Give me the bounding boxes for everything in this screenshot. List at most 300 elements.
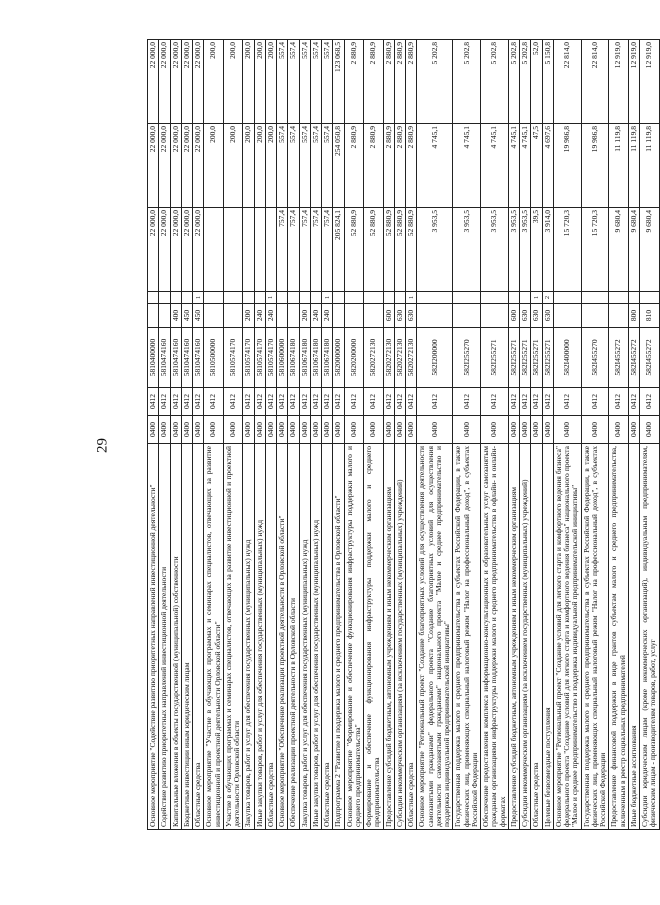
section-code-cell: 0412	[288, 388, 299, 416]
expense-type-cell: 200	[299, 304, 310, 328]
amount-year-2-cell: 557,4	[310, 124, 321, 208]
expense-type-cell: 600	[508, 304, 519, 328]
amount-year-3-cell: 52,0	[531, 40, 542, 124]
amount-year-1-cell: 52 880,9	[344, 208, 364, 292]
source-mark-cell	[394, 292, 405, 304]
section-code-cell: 0412	[531, 388, 542, 416]
source-mark-cell	[204, 292, 224, 304]
target-article-cell: 5810674180	[322, 328, 333, 388]
ministry-code-cell: 0400	[254, 416, 265, 444]
source-mark-cell	[581, 292, 609, 304]
expense-type-cell	[581, 304, 609, 328]
expense-type-cell: 240	[254, 304, 265, 328]
source-mark-cell	[364, 292, 384, 304]
amount-year-2-cell: 4 745,1	[520, 124, 531, 208]
source-mark-cell	[609, 292, 629, 304]
target-article-cell: 5810474160	[181, 328, 192, 388]
amount-year-2-cell: 22 000,0	[181, 124, 192, 208]
source-mark-cell	[383, 292, 394, 304]
ministry-code-cell: 0400	[453, 416, 481, 444]
amount-year-3-cell: 2 880,9	[383, 40, 394, 124]
ministry-code-cell: 0400	[322, 416, 333, 444]
target-article-cell: 5810474160	[193, 328, 204, 388]
source-mark-cell	[417, 292, 453, 304]
ministry-code-cell: 0400	[223, 416, 243, 444]
table-row	[640, 40, 660, 830]
amount-year-2-cell: 22 000,0	[159, 124, 170, 208]
section-code-cell: 0412	[581, 388, 609, 416]
ministry-code-cell: 0400	[531, 416, 542, 444]
amount-year-3-cell: 200,0	[204, 40, 224, 124]
section-code-cell: 0412	[299, 388, 310, 416]
table-row	[383, 40, 394, 830]
table-row	[628, 40, 639, 830]
amount-year-3-cell: 22 000,0	[148, 40, 159, 124]
section-code-cell: 0412	[520, 388, 531, 416]
amount-year-2-cell: 4 745,1	[481, 124, 509, 208]
ministry-code-cell: 0400	[417, 416, 453, 444]
expense-type-cell	[223, 304, 243, 328]
amount-year-3-cell: 557,4	[322, 40, 333, 124]
amount-year-1-cell	[204, 208, 224, 292]
target-article-cell: 582I255271	[520, 328, 531, 388]
amount-year-1-cell: 757,4	[322, 208, 333, 292]
ministry-code-cell: 0400	[609, 416, 629, 444]
amount-year-1-cell	[223, 208, 243, 292]
amount-year-1-cell: 757,4	[277, 208, 288, 292]
section-code-cell: 0412	[148, 388, 159, 416]
ministry-code-cell: 0400	[406, 416, 417, 444]
amount-year-3-cell: 5 202,8	[417, 40, 453, 124]
section-code-cell: 0412	[322, 388, 333, 416]
table-row	[288, 40, 299, 830]
source-mark-cell: 1	[406, 292, 417, 304]
target-article-cell: 5820200000	[344, 328, 364, 388]
row-name-cell: Областные средства	[322, 444, 333, 830]
amount-year-2-cell: 22 000,0	[193, 124, 204, 208]
table-row	[364, 40, 384, 830]
amount-year-2-cell: 2 880,9	[406, 124, 417, 208]
expense-type-cell: 630	[520, 304, 531, 328]
section-code-cell: 0412	[333, 388, 344, 416]
table-row	[394, 40, 405, 830]
row-name-cell: Предоставление субсидий бюджетным, автономным учреждениям и иным некоммерческим организациям	[508, 444, 519, 830]
source-mark-cell: 1	[322, 292, 333, 304]
ministry-code-cell: 0400	[344, 416, 364, 444]
section-code-cell: 0412	[170, 388, 181, 416]
row-name-cell: Целевые безвозмездные поступления	[542, 444, 553, 830]
section-code-cell: 0412	[344, 388, 364, 416]
amount-year-2-cell: 2 880,9	[394, 124, 405, 208]
expense-type-cell: 810	[640, 304, 660, 328]
section-code-cell: 0412	[553, 388, 581, 416]
amount-year-3-cell: 22 000,0	[181, 40, 192, 124]
table-row	[181, 40, 192, 830]
ministry-code-cell: 0400	[394, 416, 405, 444]
target-article-cell: 5810574170	[243, 328, 254, 388]
ministry-code-cell: 0400	[383, 416, 394, 444]
table-row	[322, 40, 333, 830]
section-code-cell: 0412	[542, 388, 553, 416]
section-code-cell: 0412	[277, 388, 288, 416]
amount-year-3-cell: 5 202,8	[453, 40, 481, 124]
amount-year-3-cell: 557,4	[299, 40, 310, 124]
row-name-cell: Субсидии некоммерческим организациям (за исключением государственных (муниципальных) учреждений)	[394, 444, 405, 830]
amount-year-2-cell: 11 119,8	[609, 124, 629, 208]
table-row	[277, 40, 288, 830]
ministry-code-cell: 0400	[265, 416, 276, 444]
target-article-cell: 5810474160	[170, 328, 181, 388]
expense-type-cell: 200	[243, 304, 254, 328]
expense-type-cell	[159, 304, 170, 328]
row-name-cell: Основное мероприятие "Региональный проект "Создание благоприятных условий для осуществления деятельности самозанятыми гражданами" федерального проекта "Создание благоприятных условий для осуществления деятельности самозанятыми гражданами" национального проекта "Малое и среднее предпринимательство и поддержка индивидуальной предпринимательской инициативы"	[417, 444, 453, 830]
amount-year-2-cell: 200,0	[204, 124, 224, 208]
section-code-cell: 0412	[265, 388, 276, 416]
amount-year-2-cell: 200,0	[223, 124, 243, 208]
target-article-cell: 5810574170	[254, 328, 265, 388]
row-name-cell: Основное мероприятие "Региональный проект "Создание условий для легкого старта и комфортного ведения бизнеса" федерального проекта "Создание условий для легкого старта и комфортного ведения бизнеса" национального проекта "Малое и среднее предпринимательство и поддержка индивидуальной предпринимательской инициативы"	[553, 444, 581, 830]
amount-year-1-cell: 757,4	[288, 208, 299, 292]
amount-year-3-cell: 5 150,8	[542, 40, 553, 124]
section-code-cell: 0412	[159, 388, 170, 416]
amount-year-2-cell: 4 697,6	[542, 124, 553, 208]
ministry-code-cell: 0400	[159, 416, 170, 444]
ministry-code-cell: 0400	[628, 416, 639, 444]
amount-year-3-cell: 2 880,9	[364, 40, 384, 124]
target-article-cell: 5820272130	[406, 328, 417, 388]
source-mark-cell	[223, 292, 243, 304]
table-row	[265, 40, 276, 830]
ministry-code-cell: 0400	[288, 416, 299, 444]
amount-year-2-cell: 557,4	[322, 124, 333, 208]
rotated-page-content	[147, 40, 660, 830]
target-article-cell: 582I255271	[481, 328, 509, 388]
table-row	[204, 40, 224, 830]
amount-year-3-cell: 557,4	[277, 40, 288, 124]
row-name-cell: Субсидии некоммерческим организациям (за исключением государственных (муниципальных) учреждений)	[520, 444, 531, 830]
target-article-cell: 582I455272	[640, 328, 660, 388]
row-name-cell: Закупка товаров, работ и услуг для обеспечения государственных (муниципальных) нужд	[299, 444, 310, 830]
expense-type-cell: 630	[531, 304, 542, 328]
source-mark-cell	[333, 292, 344, 304]
amount-year-1-cell: 9 680,4	[628, 208, 639, 292]
target-article-cell: 5810474160	[159, 328, 170, 388]
ministry-code-cell: 0400	[508, 416, 519, 444]
amount-year-1-cell: 15 720,3	[553, 208, 581, 292]
target-article-cell: 582I255271	[542, 328, 553, 388]
amount-year-2-cell: 4 745,1	[453, 124, 481, 208]
expense-type-cell: 630	[542, 304, 553, 328]
source-mark-cell	[553, 292, 581, 304]
target-article-cell: 5820000000	[333, 328, 344, 388]
table-row	[542, 40, 553, 830]
expense-type-cell	[204, 304, 224, 328]
source-mark-cell	[508, 292, 519, 304]
amount-year-2-cell: 47,5	[531, 124, 542, 208]
amount-year-3-cell: 22 000,0	[159, 40, 170, 124]
amount-year-2-cell: 19 986,8	[553, 124, 581, 208]
amount-year-2-cell: 11 119,8	[628, 124, 639, 208]
source-mark-cell	[181, 292, 192, 304]
ministry-code-cell: 0400	[193, 416, 204, 444]
table-row	[243, 40, 254, 830]
expense-type-cell	[417, 304, 453, 328]
ministry-code-cell: 0400	[277, 416, 288, 444]
target-article-cell: 5810500000	[204, 328, 224, 388]
row-name-cell: Основное мероприятие "Обеспечение реализации проектной деятельности в Орловской области"	[277, 444, 288, 830]
amount-year-3-cell: 200,0	[223, 40, 243, 124]
ministry-code-cell: 0400	[170, 416, 181, 444]
section-code-cell: 0412	[640, 388, 660, 416]
table-row	[170, 40, 181, 830]
amount-year-2-cell: 200,0	[254, 124, 265, 208]
ministry-code-cell: 0400	[333, 416, 344, 444]
ministry-code-cell: 0400	[364, 416, 384, 444]
table-row	[406, 40, 417, 830]
section-code-cell: 0412	[364, 388, 384, 416]
amount-year-2-cell: 2 880,9	[344, 124, 364, 208]
amount-year-1-cell: 3 953,5	[417, 208, 453, 292]
target-article-cell: 582I255270	[453, 328, 481, 388]
target-article-cell: 5820272130	[383, 328, 394, 388]
source-mark-cell	[148, 292, 159, 304]
source-mark-cell	[640, 292, 660, 304]
amount-year-1-cell: 3 953,5	[481, 208, 509, 292]
target-article-cell: 582I255271	[508, 328, 519, 388]
table-row	[333, 40, 344, 830]
row-name-cell: Областные средства	[193, 444, 204, 830]
target-article-cell: 5810674180	[310, 328, 321, 388]
budget-table-body	[148, 40, 660, 830]
target-article-cell: 582I455272	[609, 328, 629, 388]
amount-year-1-cell: 22 000,0	[159, 208, 170, 292]
target-article-cell: 582I455272	[628, 328, 639, 388]
budget-table	[147, 39, 660, 830]
amount-year-1-cell: 52 880,9	[406, 208, 417, 292]
expense-type-cell	[609, 304, 629, 328]
amount-year-1-cell: 757,4	[310, 208, 321, 292]
target-article-cell: 5810574170	[265, 328, 276, 388]
table-row	[310, 40, 321, 830]
table-row	[581, 40, 609, 830]
row-name-cell: Областные средства	[531, 444, 542, 830]
amount-year-3-cell: 22 000,0	[170, 40, 181, 124]
section-code-cell: 0412	[243, 388, 254, 416]
source-mark-cell	[310, 292, 321, 304]
source-mark-cell	[344, 292, 364, 304]
row-name-cell: Областные средства	[265, 444, 276, 830]
expense-type-cell	[364, 304, 384, 328]
table-row	[453, 40, 481, 830]
amount-year-1-cell: 52 880,9	[394, 208, 405, 292]
row-name-cell: Участие в обучающих программах и семинарах специалистов, отвечающих за развитие инвестиционной и проектной деятельности Орловской области	[223, 444, 243, 830]
amount-year-2-cell: 557,4	[288, 124, 299, 208]
expense-type-cell: 800	[628, 304, 639, 328]
row-name-cell: Субсидии юридическим лицам (кроме некоммерческих организаций), индивидуальным предпринимателям, физическим лицам - производителям товаров, работ, услуг	[640, 444, 660, 830]
amount-year-1-cell: 52 880,9	[364, 208, 384, 292]
row-name-cell: Капитальные вложения в объекты государственной (муниципальной) собственности	[170, 444, 181, 830]
source-mark-cell: 1	[193, 292, 204, 304]
section-code-cell: 0412	[508, 388, 519, 416]
row-name-cell: Основное мероприятие "Формирование и обеспечение функционирования инфраструктуры поддержки малого и среднего предпринимательства"	[344, 444, 364, 830]
row-name-cell: Предоставление финансовой поддержки в виде грантов субъектам малого и среднего предпринимательства, включенным в реестр социальных предпринимателей	[609, 444, 629, 830]
amount-year-2-cell: 22 000,0	[148, 124, 159, 208]
amount-year-1-cell: 3 914,0	[542, 208, 553, 292]
target-article-cell: 5810400000	[148, 328, 159, 388]
table-row	[148, 40, 159, 830]
row-name-cell: Иные закупки товаров, работ и услуг для обеспечения государственных (муниципальных) нужд	[254, 444, 265, 830]
section-code-cell: 0412	[310, 388, 321, 416]
row-name-cell: Государственная поддержка малого и среднего предпринимательства в субъектах Российской Федерации, в также физических лиц, применяющих специальный налоговый режим "Налог на профессиональный доход", в субъектах Российской Федерации	[581, 444, 609, 830]
amount-year-3-cell: 12 919,0	[609, 40, 629, 124]
amount-year-1-cell: 757,4	[299, 208, 310, 292]
amount-year-2-cell: 2 880,9	[383, 124, 394, 208]
amount-year-3-cell: 557,4	[310, 40, 321, 124]
amount-year-1-cell: 22 000,0	[170, 208, 181, 292]
table-row	[344, 40, 364, 830]
row-name-cell: Бюджетные инвестиции иным юридическим лицам	[181, 444, 192, 830]
amount-year-3-cell: 200,0	[254, 40, 265, 124]
section-code-cell: 0412	[193, 388, 204, 416]
amount-year-1-cell: 15 720,3	[581, 208, 609, 292]
row-name-cell: Иные бюджетные ассигнования	[628, 444, 639, 830]
source-mark-cell	[159, 292, 170, 304]
target-article-cell: 582I255271	[531, 328, 542, 388]
source-mark-cell: 2	[542, 292, 553, 304]
amount-year-3-cell: 5 202,8	[520, 40, 531, 124]
amount-year-2-cell: 22 000,0	[170, 124, 181, 208]
row-name-cell: Формирование и обеспечение функционирования инфраструктуры поддержки малого и среднего предпринимательства	[364, 444, 384, 830]
table-row	[508, 40, 519, 830]
target-article-cell: 582I200000	[417, 328, 453, 388]
section-code-cell: 0412	[628, 388, 639, 416]
page-number: 29	[94, 438, 111, 453]
amount-year-3-cell: 2 880,9	[406, 40, 417, 124]
amount-year-2-cell: 254 050,8	[333, 124, 344, 208]
ministry-code-cell: 0400	[310, 416, 321, 444]
source-mark-cell	[520, 292, 531, 304]
target-article-cell: 5810574170	[223, 328, 243, 388]
source-mark-cell	[628, 292, 639, 304]
amount-year-2-cell: 4 745,1	[417, 124, 453, 208]
amount-year-3-cell: 12 919,0	[640, 40, 660, 124]
expense-type-cell	[481, 304, 509, 328]
row-name-cell: Государственная поддержка малого и среднего предпринимательства в субъектах Российской Федерации, в также физических лиц, применяющих специальный налоговый режим "Налог на профессиональный доход", в субъектах Российской Федерации	[453, 444, 481, 830]
source-mark-cell: 1	[265, 292, 276, 304]
expense-type-cell: 630	[406, 304, 417, 328]
row-name-cell: Подпрограмма 2 "Развитие и поддержка малого и среднего предпринимательства в Орловской области"	[333, 444, 344, 830]
expense-type-cell	[288, 304, 299, 328]
amount-year-3-cell: 2 880,9	[394, 40, 405, 124]
ministry-code-cell: 0400	[640, 416, 660, 444]
expense-type-cell	[148, 304, 159, 328]
amount-year-1-cell: 9 680,4	[640, 208, 660, 292]
amount-year-1-cell: 3 953,5	[520, 208, 531, 292]
amount-year-3-cell: 22 000,0	[193, 40, 204, 124]
amount-year-1-cell: 22 000,0	[148, 208, 159, 292]
amount-year-3-cell: 5 202,8	[508, 40, 519, 124]
expense-type-cell	[277, 304, 288, 328]
section-code-cell: 0412	[609, 388, 629, 416]
amount-year-1-cell: 22 000,0	[181, 208, 192, 292]
amount-year-1-cell: 3 953,5	[453, 208, 481, 292]
ministry-code-cell: 0400	[542, 416, 553, 444]
amount-year-1-cell	[254, 208, 265, 292]
ministry-code-cell: 0400	[481, 416, 509, 444]
amount-year-2-cell: 557,4	[299, 124, 310, 208]
target-article-cell: 5810600000	[277, 328, 288, 388]
expense-type-cell	[453, 304, 481, 328]
amount-year-2-cell: 557,4	[277, 124, 288, 208]
expense-type-cell: 630	[394, 304, 405, 328]
row-name-cell: Обеспечение реализации проектной деятельности в Орловской области	[288, 444, 299, 830]
source-mark-cell	[453, 292, 481, 304]
table-row	[159, 40, 170, 830]
expense-type-cell: 240	[310, 304, 321, 328]
target-article-cell: 5820272130	[364, 328, 384, 388]
table-row	[254, 40, 265, 830]
amount-year-3-cell: 12 919,0	[628, 40, 639, 124]
expense-type-cell: 450	[181, 304, 192, 328]
section-code-cell: 0412	[254, 388, 265, 416]
amount-year-2-cell: 2 880,9	[364, 124, 384, 208]
amount-year-1-cell: 9 680,4	[609, 208, 629, 292]
amount-year-1-cell: 39,5	[531, 208, 542, 292]
expense-type-cell	[553, 304, 581, 328]
ministry-code-cell: 0400	[148, 416, 159, 444]
amount-year-1-cell: 205 824,1	[333, 208, 344, 292]
amount-year-1-cell: 22 000,0	[193, 208, 204, 292]
ministry-code-cell: 0400	[181, 416, 192, 444]
table-row	[417, 40, 453, 830]
row-name-cell: Основное мероприятие "Содействие развитию приоритетных направлений инвестиционной деятельности"	[148, 444, 159, 830]
amount-year-1-cell	[265, 208, 276, 292]
table-row	[520, 40, 531, 830]
source-mark-cell	[170, 292, 181, 304]
ministry-code-cell: 0400	[581, 416, 609, 444]
row-name-cell: Обеспечение предоставления комплекса информационно-консультационных и образовательных услуг самозанятым гражданам организациями инфраструктуры поддержки малого и среднего предпринимательства в офлайн- и онлайн-форматах	[481, 444, 509, 830]
row-name-cell: Областные средства	[406, 444, 417, 830]
expense-type-cell: 600	[383, 304, 394, 328]
amount-year-3-cell: 200,0	[243, 40, 254, 124]
amount-year-3-cell: 200,0	[265, 40, 276, 124]
amount-year-2-cell: 200,0	[265, 124, 276, 208]
amount-year-2-cell: 200,0	[243, 124, 254, 208]
ministry-code-cell: 0400	[243, 416, 254, 444]
table-row	[223, 40, 243, 830]
amount-year-3-cell: 22 814,0	[553, 40, 581, 124]
amount-year-3-cell: 557,4	[288, 40, 299, 124]
section-code-cell: 0412	[223, 388, 243, 416]
table-row	[609, 40, 629, 830]
amount-year-1-cell: 52 880,9	[383, 208, 394, 292]
source-mark-cell	[481, 292, 509, 304]
row-name-cell: Основное мероприятие "Участие в обучающих программах и семинарах специалистов, отвечающих за развитие инвестиционной и проектной деятельности Орловской области"	[204, 444, 224, 830]
table-row	[481, 40, 509, 830]
expense-type-cell	[344, 304, 364, 328]
row-name-cell: Предоставление субсидий бюджетным, автономным учреждениям и иным некоммерческим организациям	[383, 444, 394, 830]
row-name-cell: Иные закупки товаров, работ и услуг для обеспечения государственных (муниципальных) нужд	[310, 444, 321, 830]
expense-type-cell: 450	[193, 304, 204, 328]
section-code-cell: 0412	[453, 388, 481, 416]
amount-year-2-cell: 11 119,8	[640, 124, 660, 208]
source-mark-cell	[288, 292, 299, 304]
section-code-cell: 0412	[394, 388, 405, 416]
target-article-cell: 582I455270	[581, 328, 609, 388]
ministry-code-cell: 0400	[299, 416, 310, 444]
section-code-cell: 0412	[181, 388, 192, 416]
amount-year-3-cell: 2 880,9	[344, 40, 364, 124]
